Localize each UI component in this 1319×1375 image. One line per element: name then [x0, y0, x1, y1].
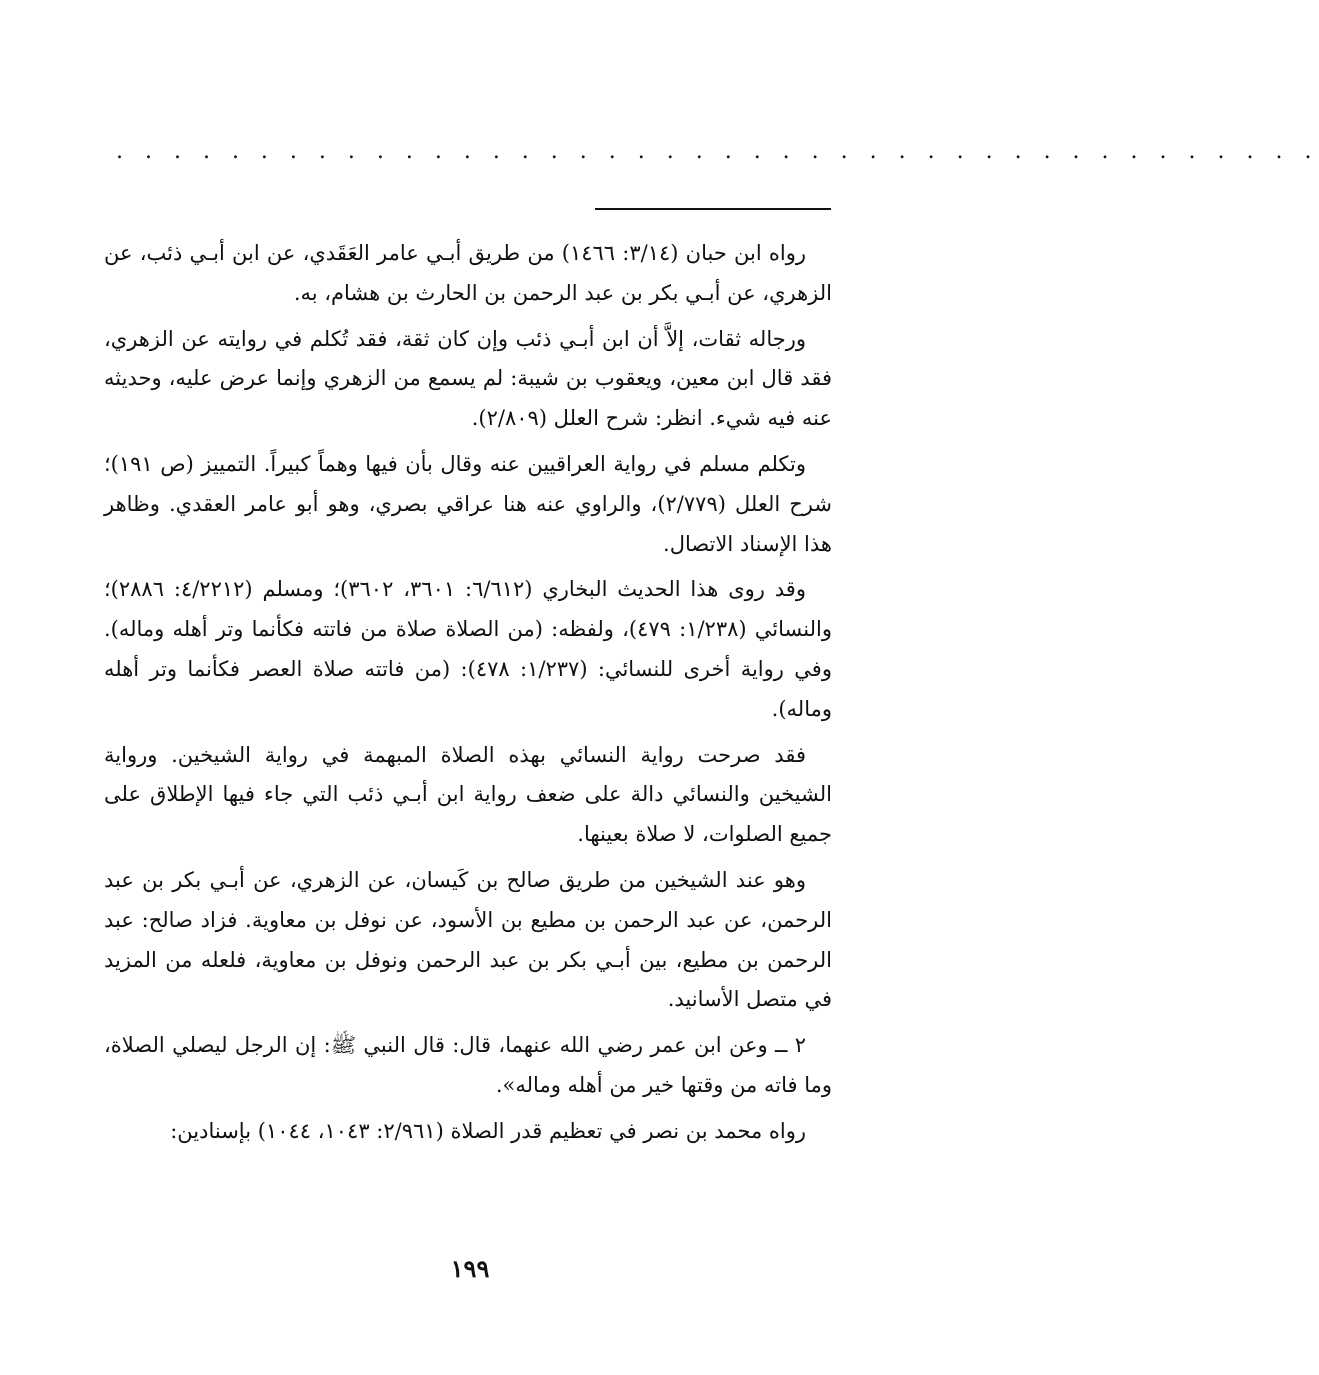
paragraph: فقد صرحت رواية النسائي بهذه الصلاة المبهمة في رواية الشيخين. ورواية الشيخين والنسائي دالة على ضعف رواية ابن أبـي ذئب التي جاء فيها الإطلاق على جميع الصلوات، لا صلاة بعينها.	[104, 742, 832, 847]
paragraph: ٢ ــ وعن ابن عمر رضي الله عنهما، قال: قال النبي ﷺ: إن الرجل ليصلي الصلاة، وما فاته من وقتها خير من أهله وماله».	[104, 1033, 832, 1097]
paragraph: ورجاله ثقات، إلاَّ أن ابن أبـي ذئب وإن كان ثقة، فقد تُكلم في روايته عن الزهري، فقد قال ابن معين، ويعقوب بن شيبة: لم يسمع من الزهري وإنما عرض عليه، وحديثه عنه فيه شيء. انظر: شرح العلل (٢/٨٠٩).	[104, 326, 832, 431]
paragraph: وهو عند الشيخين من طريق صالح بن كَيسان، عن الزهري، عن أبـي بكر بن عبد الرحمن، عن عبد الرحمن بن مطيع بن الأسود، عن نوفل بن معاوية. فزاد صالح: عبد الرحمن بن مطيع، بين أبـي بكر بن عبد الرحمن ونوفل بن معاوية، فلعله من المزيد في متصل الأسانيد.	[104, 867, 832, 1012]
page-body	[104, 234, 832, 1152]
paragraph: وتكلم مسلم في رواية العراقيين عنه وقال بأن فيها وهماً كبيراً. التمييز (ص ١٩١)؛ شرح العلل (٢/٧٧٩)، والراوي عنه هنا عراقي بصري، وهو أبو عامر العقدي. وظاهر هذا الإسناد الاتصال.	[104, 451, 832, 556]
footnote-rule	[595, 208, 831, 210]
paragraph: وقد روى هذا الحديث البخاري (٦/٦١٢: ٣٦٠١، ٣٦٠٢)؛ ومسلم (٤/٢٢١٢: ٢٨٨٦)؛ والنسائي (١/٢٣٨: ٤٧٩)، ولفظه: (من الصلاة صلاة من فاتته فكأنما وتر أهله وماله). وفي رواية أخرى للنسائي: (١/٢٣٧: ٤٧٨): (من فاتته صلاة العصر فكأنما وتر أهله وماله).	[104, 577, 832, 721]
page-number: ١٩٩	[450, 1254, 490, 1283]
paragraph: رواه ابن حبان (٣/١٤: ١٤٦٦) من طريق أبـي عامر العَقَدي، عن ابن أبـي ذئب، عن الزهري، عن أبـي بكر بن عبد الرحمن بن الحارث بن هشام، به.	[104, 241, 832, 305]
paragraph: رواه محمد بن نصر في تعظيم قدر الصلاة (٢/٩٦١: ١٠٤٣، ١٠٤٤) بإسنادين:	[170, 1118, 806, 1143]
separator-dots: . . . . . . . . . . . . . . . . . . . . . . . . . . . . . . . . . . . . . . . . . .	[116, 139, 1319, 164]
